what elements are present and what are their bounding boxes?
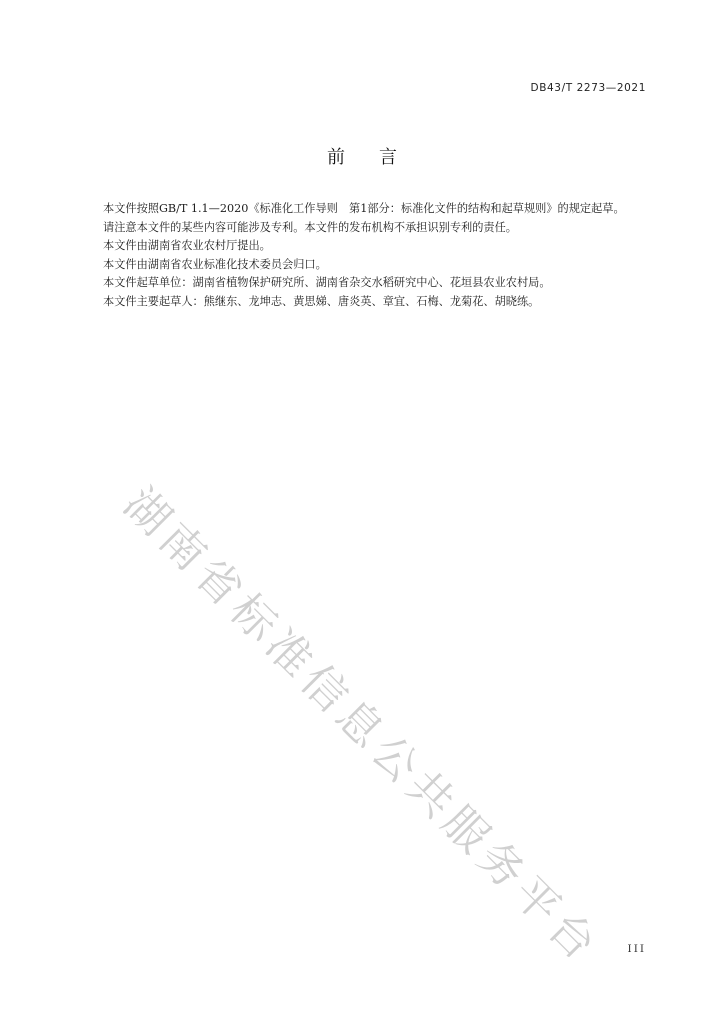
watermark-glyph: 台 [538,902,610,974]
watermark [113,478,610,974]
watermark-glyph: 服 [431,796,504,868]
page-title: 前言 [327,147,431,168]
foreword-body [79,200,647,312]
watermark-glyph: 标 [219,584,292,656]
paragraph-proposer: 本文件由湖南省农业农村厅提出。 [103,239,271,253]
watermark-glyph: 共 [396,761,469,833]
paragraph-administrator: 本文件由湖南省农业标准化技术委员会归口。 [103,257,327,271]
watermark-glyphs [114,478,610,974]
watermark-glyph: 公 [361,725,433,798]
paragraph-drafting-rules: 本文件按照GB/T 1.1—2020《标准化工作导则 第1部分：标准化文件的结构和起草规则》的规定起草。 [103,202,625,215]
watermark-glyph: 信 [290,654,362,727]
standard-code: DB43/T 2273—2021 [530,82,646,94]
watermark-glyph: 准 [255,619,327,692]
watermark-glyph: 息 [325,690,398,762]
paragraph-patent-notice: 请注意本文件的某些内容可能涉及专利。本文件的发布机构不承担识别专利的责任。 [103,220,517,234]
paragraph-drafting-units: 本文件起草单位：湖南省植物保护研究所、湖南省杂交水稻研究中心、花垣县农业农村局。 [103,276,551,290]
paragraph-drafters: 本文件主要起草人：熊继东、龙坤志、黄思娣、唐炎英、章宜、石梅、龙菊花、胡晓练。 [103,294,540,308]
watermark-glyph: 务 [467,831,539,904]
watermark-glyph: 湖 [113,478,186,550]
watermark-glyph: 南 [149,513,221,585]
watermark-glyph: 平 [502,867,575,939]
watermark-glyph: 省 [184,548,256,621]
page-number: III [627,943,646,955]
